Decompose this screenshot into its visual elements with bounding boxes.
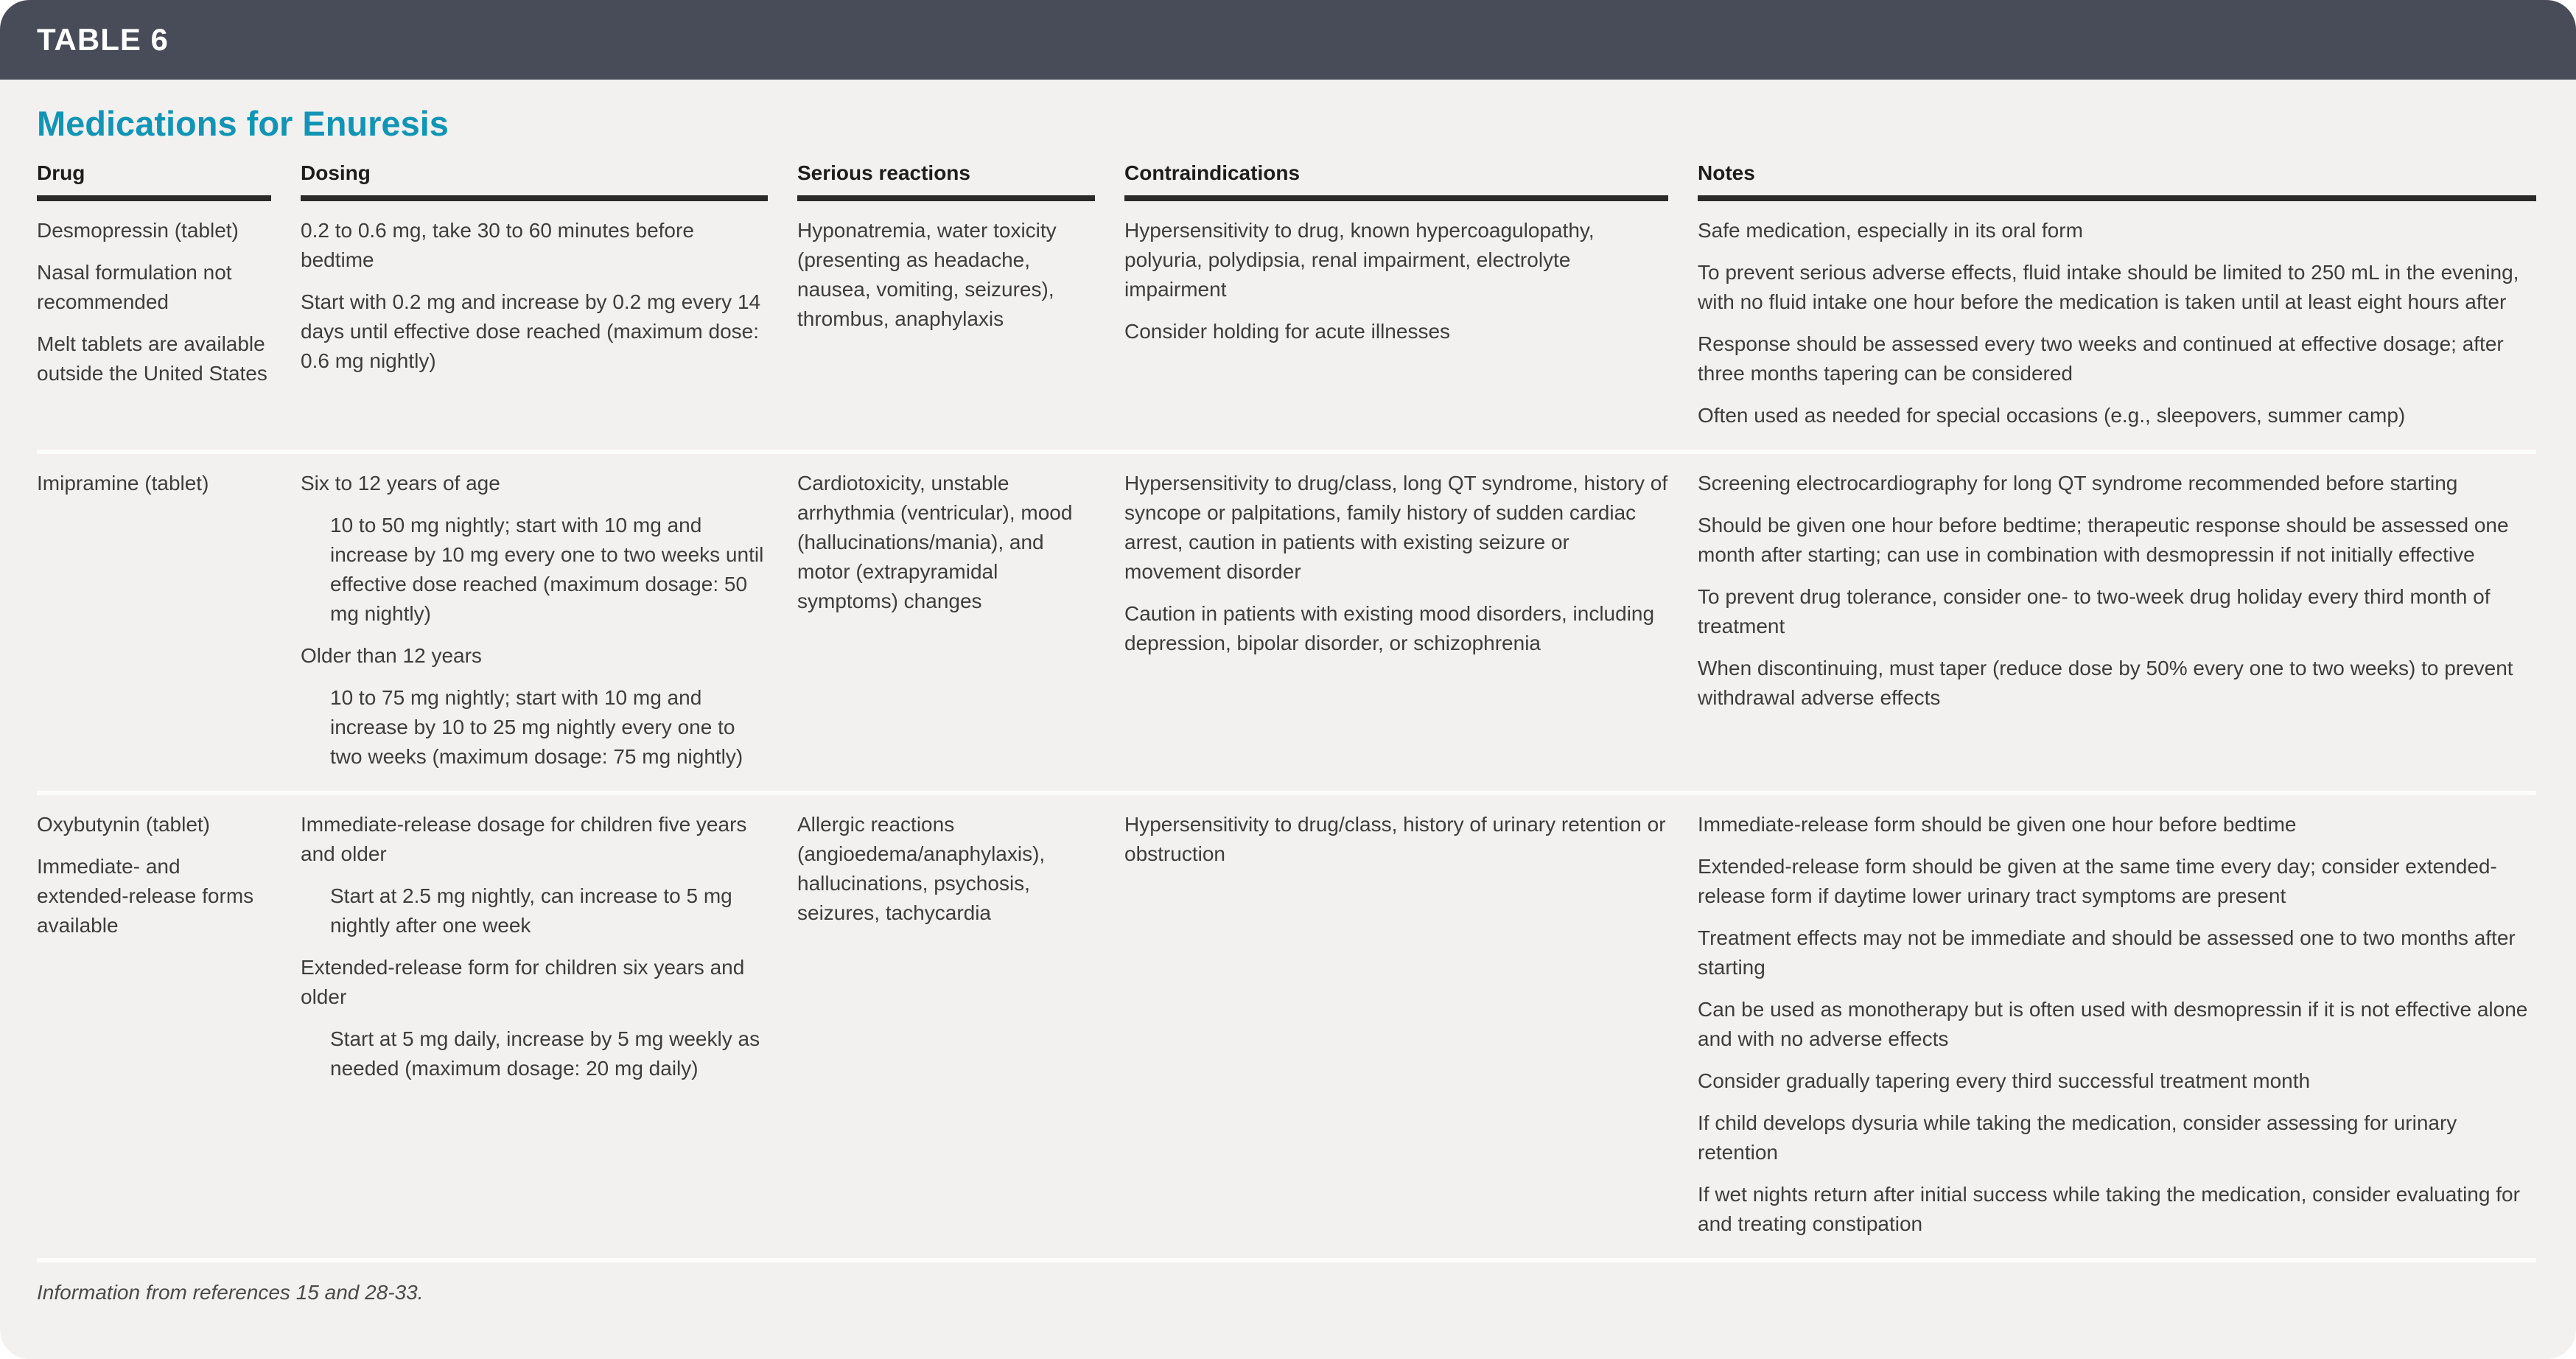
contraindications-paragraph: Hypersensitivity to drug/class, history of urinary retention or obstruction	[1124, 813, 1666, 865]
oxybutynin-notes-cell	[1698, 810, 2536, 1239]
notes-paragraph: Should be given one hour before bedtime; therapeutic response should be assessed one month after starting; can use in combination with desmopressin if not initially effective	[1698, 514, 2509, 566]
contraindications-paragraph: Hypersensitivity to drug, known hypercoagulopathy, polyuria, polydipsia, renal impairment, electrolyte impairment	[1124, 219, 1595, 301]
notes-paragraph: When discontinuing, must taper (reduce dose by 50% every one to two weeks) to prevent withdrawal adverse effects	[1698, 657, 2513, 709]
drug-note: Immediate- and extended-release forms available	[37, 855, 254, 937]
dosing-paragraph: 10 to 50 mg nightly; start with 10 mg and increase by 10 mg every one to two weeks until effective dose reached (maximum dosage: 50 mg nightly)	[330, 514, 764, 625]
column-header-row	[37, 161, 2536, 201]
column-header-notes: Notes	[1698, 161, 2536, 201]
table-title: Medications for Enuresis	[37, 104, 449, 143]
desmopressin-dosing-cell	[301, 216, 768, 430]
table-row-oxybutynin	[37, 791, 2536, 1258]
notes-paragraph: If child develops dysuria while taking the medication, consider assessing for urinary retention	[1698, 1111, 2457, 1164]
desmopressin-notes-cell	[1698, 216, 2536, 430]
notes-paragraph: Immediate-release form should be given one hour before bedtime	[1698, 813, 2297, 836]
dosing-age-group: Immediate-release dosage for children five years and older	[301, 813, 747, 865]
notes-paragraph: Response should be assessed every two weeks and continued at effective dosage; after three months tapering can be considered	[1698, 332, 2504, 385]
table-row-imipramine	[37, 450, 2536, 791]
dosing-age-group: Extended-release form for children six years and older	[301, 956, 745, 1008]
dosing-age-group: Six to 12 years of age	[301, 472, 500, 495]
table-row-desmopressin	[37, 201, 2536, 450]
notes-paragraph: Can be used as monotherapy but is often used with desmopressin if it is not effective alone and with no adverse effects	[1698, 998, 2528, 1050]
notes-paragraph: To prevent drug tolerance, consider one- to two-week drug holiday every third month of treatment	[1698, 585, 2491, 637]
drug-note: Melt tablets are available outside the United States	[37, 332, 267, 385]
dosing-age-group: Older than 12 years	[301, 644, 482, 667]
table-footnote: Information from references 15 and 28-33.	[37, 1281, 424, 1304]
notes-paragraph: Consider gradually tapering every third successful treatment month	[1698, 1069, 2311, 1092]
imipramine-notes-cell	[1698, 469, 2536, 772]
serious-reactions-paragraph: Hyponatremia, water toxicity (presenting as headache, nausea, vomiting, seizures), thrombus, anaphylaxis	[797, 219, 1057, 330]
notes-paragraph: If wet nights return after initial success while taking the medication, consider evaluating for and treating constipation	[1698, 1183, 2520, 1235]
imipramine-contraindications-cell	[1124, 469, 1668, 772]
notes-paragraph: To prevent serious adverse effects, fluid intake should be limited to 250 mL in the evening, with no fluid intake one hour before the medication is taken until at least eight hours after	[1698, 261, 2519, 313]
table-header-bar	[0, 0, 2576, 80]
table-label: TABLE 6	[37, 22, 169, 57]
oxybutynin-dosing-cell	[301, 810, 768, 1239]
column-header-serious-reactions: Serious reactions	[797, 161, 1095, 201]
desmopressin-drug-cell	[37, 216, 271, 430]
dosing-paragraph: Start with 0.2 mg and increase by 0.2 mg every 14 days until effective dose reached (maximum dose: 0.6 mg nightly)	[301, 290, 761, 372]
column-header-contraindications: Contraindications	[1124, 161, 1668, 201]
serious-reactions-paragraph: Allergic reactions (angioedema/anaphylaxis), hallucinations, psychosis, seizures, tachycardia	[797, 813, 1046, 924]
notes-paragraph: Treatment effects may not be immediate and should be assessed one to two months after starting	[1698, 926, 2516, 979]
desmopressin-serious-reactions-cell	[797, 216, 1095, 430]
contraindications-paragraph: Consider holding for acute illnesses	[1124, 320, 1451, 343]
oxybutynin-serious-reactions-cell	[797, 810, 1095, 1239]
drug-name: Oxybutynin (tablet)	[37, 813, 210, 836]
dosing-paragraph: Start at 5 mg daily, increase by 5 mg weekly as needed (maximum dosage: 20 mg daily)	[330, 1027, 760, 1080]
notes-paragraph: Screening electrocardiography for long QT syndrome recommended before starting	[1698, 472, 2458, 495]
contraindications-paragraph: Hypersensitivity to drug/class, long QT syndrome, history of syncope or palpitations, family history of sudden cardiac arrest, caution in patients with existing seizure or movement disorder	[1124, 472, 1668, 583]
dosing-paragraph: Start at 2.5 mg nightly, can increase to 5 mg nightly after one week	[330, 884, 732, 937]
table-content	[0, 103, 2576, 1307]
notes-paragraph: Extended-release form should be given at the same time every day; consider extended-release form if daytime lower urinary tract symptoms are present	[1698, 855, 2497, 907]
contraindications-paragraph: Caution in patients with existing mood disorders, including depression, bipolar disorder, or schizophrenia	[1124, 602, 1655, 654]
oxybutynin-drug-cell	[37, 810, 271, 1239]
column-header-dosing: Dosing	[301, 161, 768, 201]
drug-note: Nasal formulation not recommended	[37, 261, 232, 313]
notes-paragraph: Safe medication, especially in its oral form	[1698, 219, 2083, 242]
dosing-paragraph: 10 to 75 mg nightly; start with 10 mg and increase by 10 to 25 mg nightly every one to two weeks (maximum dosage: 75 mg nightly)	[330, 686, 743, 768]
imipramine-drug-cell	[37, 469, 271, 772]
imipramine-dosing-cell	[301, 469, 768, 772]
desmopressin-contraindications-cell	[1124, 216, 1668, 430]
dosing-paragraph: 0.2 to 0.6 mg, take 30 to 60 minutes before bedtime	[301, 219, 694, 271]
imipramine-serious-reactions-cell	[797, 469, 1095, 772]
drug-name: Imipramine (tablet)	[37, 472, 209, 495]
drug-name: Desmopressin (tablet)	[37, 219, 239, 242]
serious-reactions-paragraph: Cardiotoxicity, unstable arrhythmia (ventricular), mood (hallucinations/mania), and motor (extrapyramidal symptoms) changes	[797, 472, 1073, 612]
column-header-drug: Drug	[37, 161, 271, 201]
oxybutynin-contraindications-cell	[1124, 810, 1668, 1239]
notes-paragraph: Often used as needed for special occasions (e.g., sleepovers, summer camp)	[1698, 404, 2406, 427]
